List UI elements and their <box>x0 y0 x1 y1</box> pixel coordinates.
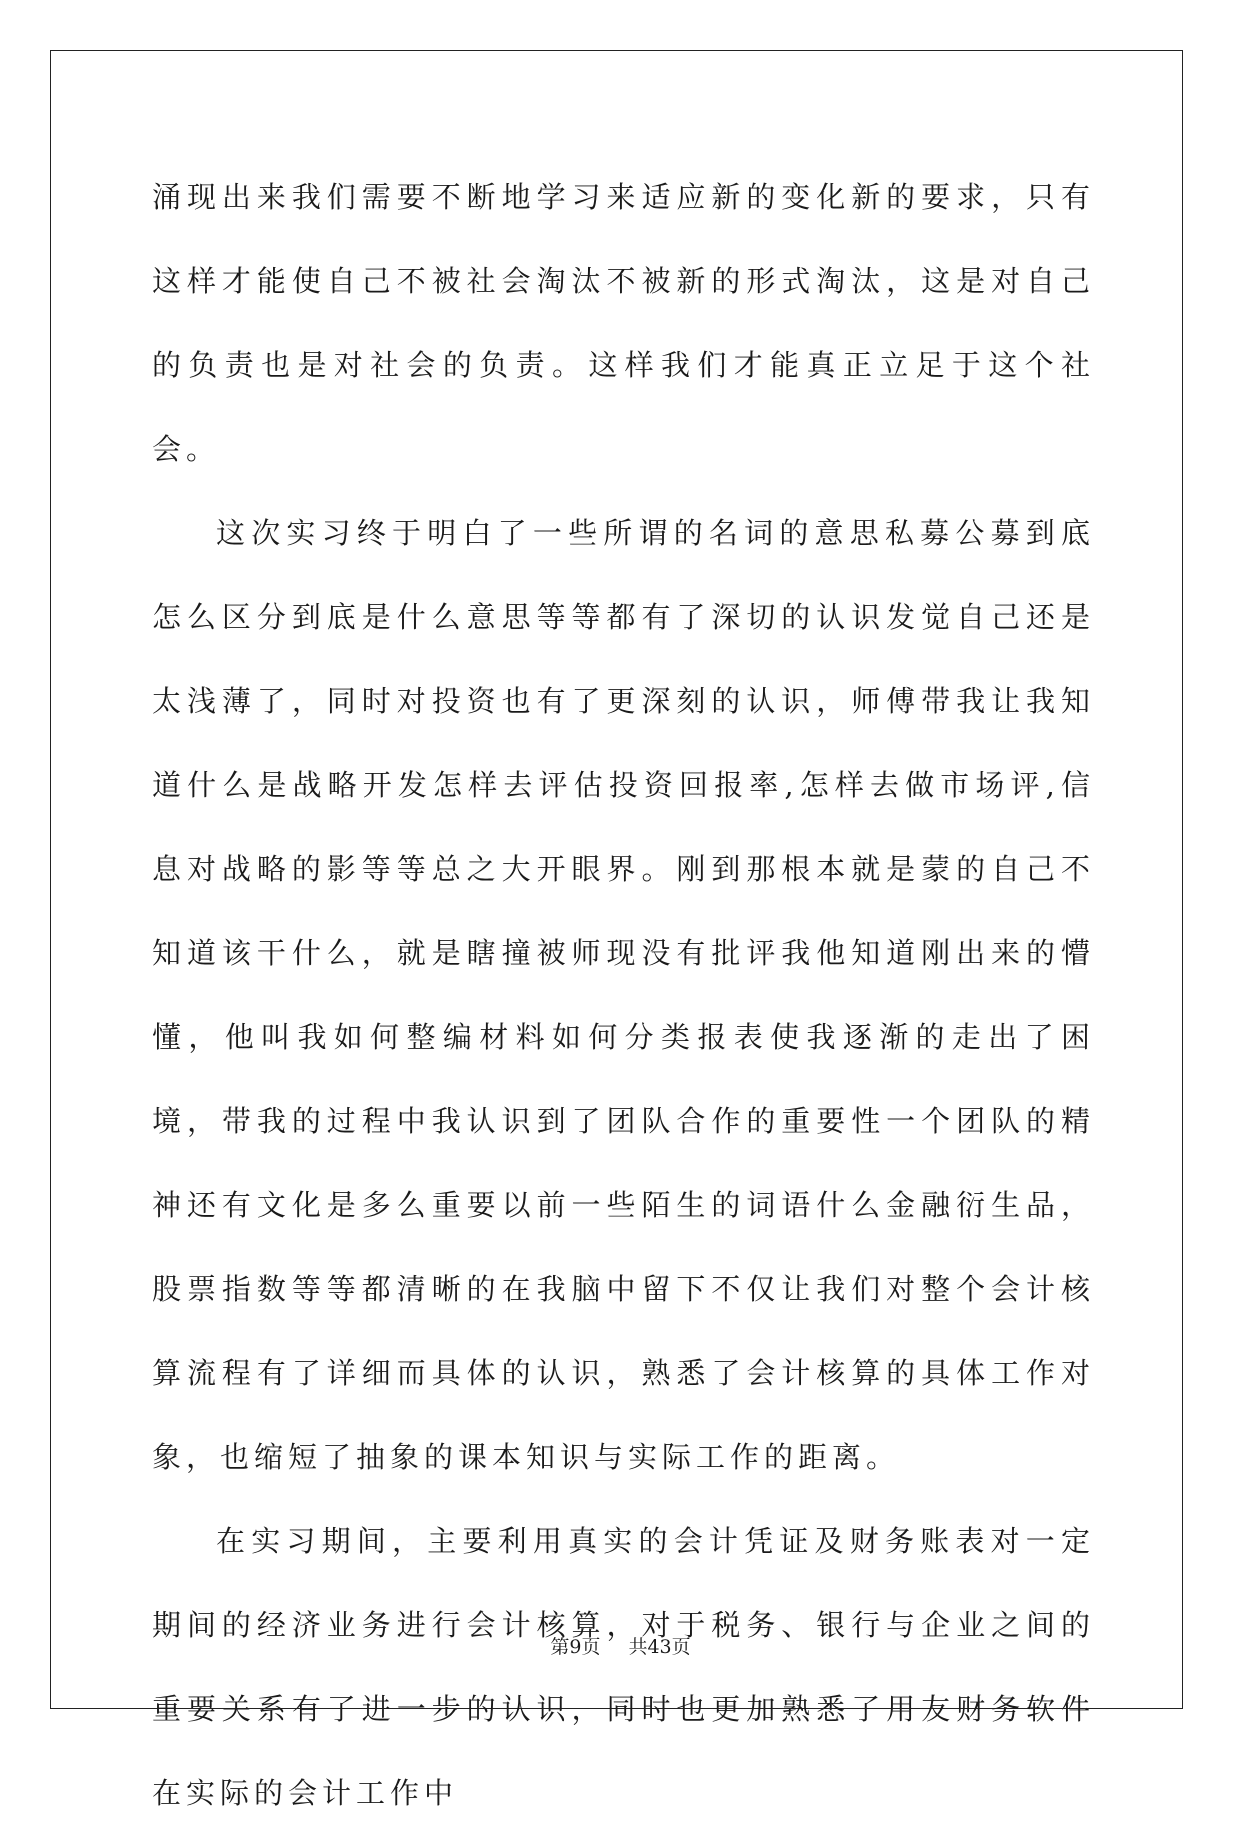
total-pages-label: 共43页 <box>628 1636 691 1658</box>
paragraph-3: 在实习期间，主要利用真实的会计凭证及财务账表对一定期间的经济业务进行会计核算，对于税务、银行与企业之间的重要关系有了进一步的认识，同时也更加熟悉了用友财务软件在实际的会计工作中 <box>152 1524 1095 1810</box>
paragraph-2: 这次实习终于明白了一些所谓的名词的意思私募公募到底怎么区分到底是什么意思等等都有了深切的认识发觉自己还是太浅薄了，同时对投资也有了更深刻的认识，师傅带我让我知道什么是战略开发怎样去评估投资回报率,怎样去做市场评,信息对战略的影等等总之大开眼界。刚到那根本就是蒙的自己不知道该干什么，就是瞎撞被师现没有批评我他知道刚出来的懵懂，他叫我如何整编材料如何分类报表使我逐渐的走出了困境，带我的过程中我认识到了团队合作的重要性一个团队的精神还有文化是多么重要以前一些陌生的词语什么金融衍生品，股票指数等等都清晰的在我脑中留下不仅让我们对整个会计核算流程有了详细而具体的认识，熟悉了会计核算的具体工作对象，也缩短了抽象的课本知识与实际工作的距离。 <box>152 516 1095 1474</box>
paragraph-1: 涌现出来我们需要不断地学习来适应新的变化新的要求，只有这样才能使自己不被社会淘汰不被新的形式淘汰，这是对自己的负责也是对社会的负责。这样我们才能真正立足于这个社会。 <box>152 180 1095 466</box>
document-body <box>152 155 1095 1835</box>
page-footer <box>0 1632 1241 1659</box>
current-page-label: 第9页 <box>550 1636 601 1658</box>
